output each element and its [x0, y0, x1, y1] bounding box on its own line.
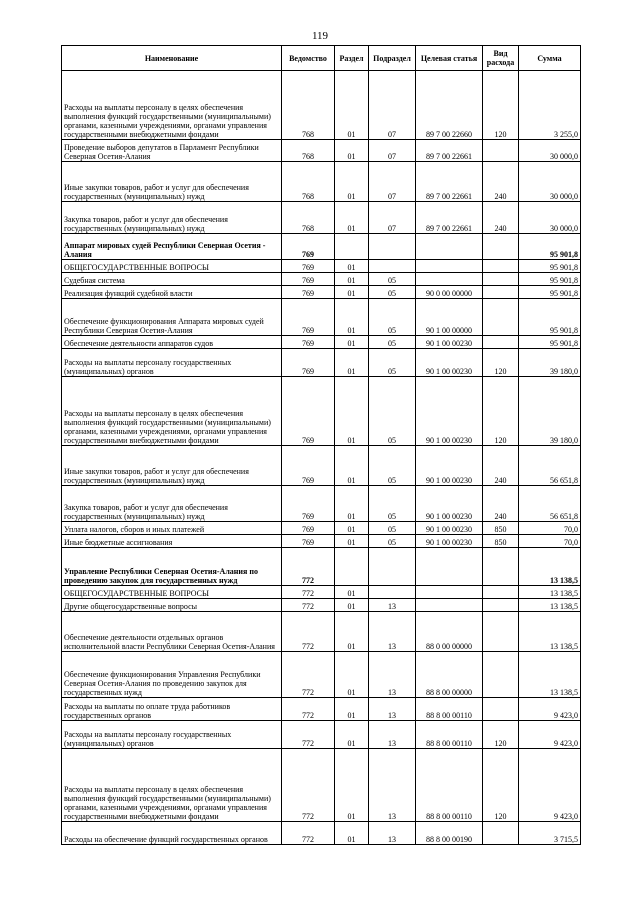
cell-vid — [483, 612, 519, 652]
cell-statya: 89 7 00 22660 — [416, 71, 483, 140]
cell-ved: 769 — [282, 234, 335, 260]
cell-statya: 88 8 00 00190 — [416, 822, 483, 845]
cell-razdel: 01 — [335, 273, 369, 286]
cell-vid: 240 — [483, 486, 519, 522]
table-row — [62, 612, 581, 652]
cell-summa: 70,0 — [519, 522, 581, 535]
cell-vid — [483, 822, 519, 845]
cell-vid: 120 — [483, 349, 519, 377]
cell-statya — [416, 260, 483, 273]
cell-statya: 90 1 00 00230 — [416, 486, 483, 522]
cell-summa: 56 651,8 — [519, 486, 581, 522]
cell-summa: 13 138,5 — [519, 652, 581, 698]
cell-statya: 90 1 00 00000 — [416, 299, 483, 336]
column-header-name: Наименование — [62, 46, 282, 71]
cell-statya: 90 1 00 00230 — [416, 522, 483, 535]
cell-razdel: 01 — [335, 721, 369, 749]
table-row — [62, 140, 581, 162]
table-row — [62, 349, 581, 377]
page-number: 119 — [311, 30, 329, 42]
cell-statya: 90 0 00 00000 — [416, 286, 483, 299]
cell-name: Обеспечение функционирования Аппарата мировых судей Республики Северная Осетия-Алания — [62, 299, 282, 336]
cell-vid: 240 — [483, 162, 519, 202]
table-row — [62, 446, 581, 486]
cell-razdel: 01 — [335, 599, 369, 612]
cell-name: Обеспечение функционирования Управления Республики Северная Осетия-Алания по проведению закупок для государственных нужд — [62, 652, 282, 698]
column-header-podrazdel: Подраздел — [369, 46, 416, 71]
cell-podrazdel: 07 — [369, 162, 416, 202]
cell-statya — [416, 234, 483, 260]
cell-vid: 120 — [483, 377, 519, 446]
cell-vid: 240 — [483, 446, 519, 486]
cell-podrazdel: 05 — [369, 522, 416, 535]
cell-vid: 120 — [483, 721, 519, 749]
cell-ved: 772 — [282, 749, 335, 822]
cell-statya: 90 1 00 00230 — [416, 446, 483, 486]
cell-podrazdel: 05 — [369, 377, 416, 446]
header-row — [62, 46, 581, 71]
cell-name: Судебная система — [62, 273, 282, 286]
cell-vid — [483, 273, 519, 286]
cell-podrazdel: 13 — [369, 698, 416, 721]
cell-vid — [483, 698, 519, 721]
cell-podrazdel: 13 — [369, 721, 416, 749]
cell-podrazdel: 05 — [369, 486, 416, 522]
cell-podrazdel — [369, 260, 416, 273]
cell-name: Другие общегосударственные вопросы — [62, 599, 282, 612]
cell-name: Закупка товаров, работ и услуг для обеспечения государственных (муниципальных) нужд — [62, 202, 282, 234]
cell-summa: 39 180,0 — [519, 377, 581, 446]
cell-vid: 850 — [483, 522, 519, 535]
cell-razdel: 01 — [335, 286, 369, 299]
table-row — [62, 652, 581, 698]
cell-ved: 769 — [282, 336, 335, 349]
cell-ved: 772 — [282, 586, 335, 599]
cell-name: Расходы на выплаты персоналу в целях обеспечения выполнения функций государственными (муниципальными) органами, казенными учреждениями, органами управления государственными внебюджетными фондами — [62, 377, 282, 446]
cell-statya: 88 8 00 00000 — [416, 652, 483, 698]
cell-podrazdel: 13 — [369, 822, 416, 845]
cell-ved: 769 — [282, 522, 335, 535]
cell-razdel: 01 — [335, 749, 369, 822]
column-header-vid: Вид расхода — [483, 46, 519, 71]
cell-ved: 772 — [282, 721, 335, 749]
cell-statya: 90 1 00 00230 — [416, 349, 483, 377]
cell-ved: 772 — [282, 548, 335, 586]
cell-ved: 769 — [282, 377, 335, 446]
column-header-ved: Ведомство — [282, 46, 335, 71]
cell-summa: 9 423,0 — [519, 698, 581, 721]
cell-vid — [483, 260, 519, 273]
cell-name: Закупка товаров, работ и услуг для обеспечения государственных (муниципальных) нужд — [62, 486, 282, 522]
cell-razdel: 01 — [335, 586, 369, 599]
cell-name: Иные закупки товаров, работ и услуг для обеспечения государственных (муниципальных) нужд — [62, 446, 282, 486]
cell-razdel: 01 — [335, 612, 369, 652]
cell-razdel: 01 — [335, 446, 369, 486]
cell-ved: 768 — [282, 162, 335, 202]
cell-ved: 772 — [282, 698, 335, 721]
cell-razdel: 01 — [335, 71, 369, 140]
cell-vid — [483, 140, 519, 162]
column-header-statya: Целевая статья — [416, 46, 483, 71]
table-row — [62, 377, 581, 446]
cell-summa: 95 901,8 — [519, 286, 581, 299]
cell-ved: 769 — [282, 535, 335, 548]
cell-summa: 95 901,8 — [519, 273, 581, 286]
table-row — [62, 336, 581, 349]
cell-podrazdel — [369, 548, 416, 586]
cell-summa: 30 000,0 — [519, 162, 581, 202]
cell-statya: 88 8 00 00110 — [416, 721, 483, 749]
cell-name: Расходы на выплаты персоналу в целях обеспечения выполнения функций государственными (муниципальными) органами, казенными учреждениями, органами управления государственными внебюджетными фондами — [62, 71, 282, 140]
cell-vid: 120 — [483, 71, 519, 140]
cell-summa: 56 651,8 — [519, 446, 581, 486]
cell-name: Иные закупки товаров, работ и услуг для обеспечения государственных (муниципальных) нужд — [62, 162, 282, 202]
cell-razdel: 01 — [335, 260, 369, 273]
cell-vid — [483, 599, 519, 612]
column-header-summa: Сумма — [519, 46, 581, 71]
cell-vid: 850 — [483, 535, 519, 548]
cell-ved: 772 — [282, 652, 335, 698]
cell-vid: 240 — [483, 202, 519, 234]
cell-summa: 39 180,0 — [519, 349, 581, 377]
cell-statya: 89 7 00 22661 — [416, 140, 483, 162]
cell-name: Расходы на выплаты персоналу государственных (муниципальных) органов — [62, 349, 282, 377]
cell-razdel: 01 — [335, 535, 369, 548]
cell-razdel — [335, 234, 369, 260]
table-row — [62, 522, 581, 535]
cell-podrazdel: 05 — [369, 273, 416, 286]
cell-ved: 769 — [282, 349, 335, 377]
cell-razdel: 01 — [335, 299, 369, 336]
cell-summa: 9 423,0 — [519, 749, 581, 822]
cell-summa: 13 138,5 — [519, 612, 581, 652]
cell-ved: 769 — [282, 486, 335, 522]
cell-razdel: 01 — [335, 162, 369, 202]
cell-statya: 88 0 00 00000 — [416, 612, 483, 652]
cell-name: Расходы на выплаты персоналу в целях обеспечения выполнения функций государственными (муниципальными) органами, казенными учреждениями, органами управления государственными внебюджетными фондами — [62, 749, 282, 822]
cell-statya: 90 1 00 00230 — [416, 377, 483, 446]
cell-razdel — [335, 548, 369, 586]
cell-summa: 3 715,5 — [519, 822, 581, 845]
cell-podrazdel: 05 — [369, 336, 416, 349]
cell-podrazdel: 07 — [369, 202, 416, 234]
cell-name: Обеспечение деятельности отдельных органов исполнительной власти Республики Северная Осетия-Алания — [62, 612, 282, 652]
cell-razdel: 01 — [335, 140, 369, 162]
cell-name: Проведение выборов депутатов в Парламент Республики Северная Осетия-Алания — [62, 140, 282, 162]
cell-vid — [483, 548, 519, 586]
cell-vid — [483, 299, 519, 336]
cell-statya: 89 7 00 22661 — [416, 162, 483, 202]
cell-podrazdel — [369, 234, 416, 260]
cell-razdel: 01 — [335, 336, 369, 349]
cell-summa: 95 901,8 — [519, 234, 581, 260]
cell-razdel: 01 — [335, 202, 369, 234]
table-row — [62, 299, 581, 336]
cell-name: Обеспечение деятельности аппаратов судов — [62, 336, 282, 349]
cell-podrazdel: 05 — [369, 349, 416, 377]
cell-summa: 13 138,5 — [519, 548, 581, 586]
table-row — [62, 535, 581, 548]
table-row — [62, 202, 581, 234]
cell-statya: 89 7 00 22661 — [416, 202, 483, 234]
cell-statya — [416, 599, 483, 612]
cell-razdel: 01 — [335, 522, 369, 535]
cell-statya — [416, 548, 483, 586]
cell-summa: 95 901,8 — [519, 299, 581, 336]
cell-summa: 30 000,0 — [519, 140, 581, 162]
cell-summa: 95 901,8 — [519, 336, 581, 349]
cell-ved: 768 — [282, 202, 335, 234]
cell-ved: 772 — [282, 822, 335, 845]
cell-ved: 769 — [282, 286, 335, 299]
cell-name: Расходы на выплаты по оплате труда работников государственных органов — [62, 698, 282, 721]
cell-razdel: 01 — [335, 486, 369, 522]
cell-ved: 769 — [282, 446, 335, 486]
table-body — [62, 71, 581, 845]
table-row — [62, 586, 581, 599]
cell-name: Иные бюджетные ассигнования — [62, 535, 282, 548]
cell-razdel: 01 — [335, 822, 369, 845]
cell-razdel: 01 — [335, 377, 369, 446]
cell-name: Расходы на выплаты персоналу государственных (муниципальных) органов — [62, 721, 282, 749]
cell-ved: 768 — [282, 140, 335, 162]
cell-vid — [483, 336, 519, 349]
cell-ved: 772 — [282, 599, 335, 612]
cell-podrazdel: 07 — [369, 140, 416, 162]
table-row — [62, 273, 581, 286]
cell-statya: 88 8 00 00110 — [416, 698, 483, 721]
cell-podrazdel: 05 — [369, 286, 416, 299]
cell-podrazdel: 05 — [369, 446, 416, 486]
cell-summa: 13 138,5 — [519, 599, 581, 612]
table-row — [62, 260, 581, 273]
cell-statya: 90 1 00 00230 — [416, 535, 483, 548]
cell-name: ОБЩЕГОСУДАРСТВЕННЫЕ ВОПРОСЫ — [62, 260, 282, 273]
table-row — [62, 286, 581, 299]
cell-ved: 769 — [282, 273, 335, 286]
cell-summa: 95 901,8 — [519, 260, 581, 273]
cell-vid: 120 — [483, 749, 519, 822]
table-row — [62, 749, 581, 822]
cell-podrazdel: 05 — [369, 299, 416, 336]
cell-name: Аппарат мировых судей Республики Северная Осетия - Алания — [62, 234, 282, 260]
cell-summa: 70,0 — [519, 535, 581, 548]
cell-name: Уплата налогов, сборов и иных платежей — [62, 522, 282, 535]
cell-vid — [483, 234, 519, 260]
table-row — [62, 721, 581, 749]
table-row — [62, 71, 581, 140]
cell-razdel: 01 — [335, 349, 369, 377]
table-row — [62, 486, 581, 522]
cell-ved: 769 — [282, 299, 335, 336]
cell-podrazdel: 13 — [369, 652, 416, 698]
cell-name: Расходы на обеспечение функций государственных органов — [62, 822, 282, 845]
table-row — [62, 162, 581, 202]
cell-podrazdel: 13 — [369, 599, 416, 612]
cell-statya — [416, 586, 483, 599]
cell-ved: 768 — [282, 71, 335, 140]
cell-summa: 13 138,5 — [519, 586, 581, 599]
table-row — [62, 698, 581, 721]
cell-name: Реализация функций судебной власти — [62, 286, 282, 299]
table-row — [62, 234, 581, 260]
cell-podrazdel: 13 — [369, 749, 416, 822]
cell-summa: 3 255,0 — [519, 71, 581, 140]
table-row — [62, 548, 581, 586]
cell-podrazdel — [369, 586, 416, 599]
table-row — [62, 822, 581, 845]
cell-razdel: 01 — [335, 652, 369, 698]
cell-podrazdel: 07 — [369, 71, 416, 140]
cell-podrazdel: 05 — [369, 535, 416, 548]
table-row — [62, 599, 581, 612]
cell-statya: 90 1 00 00230 — [416, 336, 483, 349]
budget-table — [61, 45, 581, 845]
cell-statya: 88 8 00 00110 — [416, 749, 483, 822]
cell-summa: 9 423,0 — [519, 721, 581, 749]
cell-name: Управление Республики Северная Осетия-Алания по проведению закупок для государственных нужд — [62, 548, 282, 586]
cell-name: ОБЩЕГОСУДАРСТВЕННЫЕ ВОПРОСЫ — [62, 586, 282, 599]
cell-vid — [483, 652, 519, 698]
cell-vid — [483, 286, 519, 299]
cell-vid — [483, 586, 519, 599]
column-header-razdel: Раздел — [335, 46, 369, 71]
cell-ved: 769 — [282, 260, 335, 273]
cell-ved: 772 — [282, 612, 335, 652]
cell-statya — [416, 273, 483, 286]
cell-summa: 30 000,0 — [519, 202, 581, 234]
cell-razdel: 01 — [335, 698, 369, 721]
cell-podrazdel: 13 — [369, 612, 416, 652]
